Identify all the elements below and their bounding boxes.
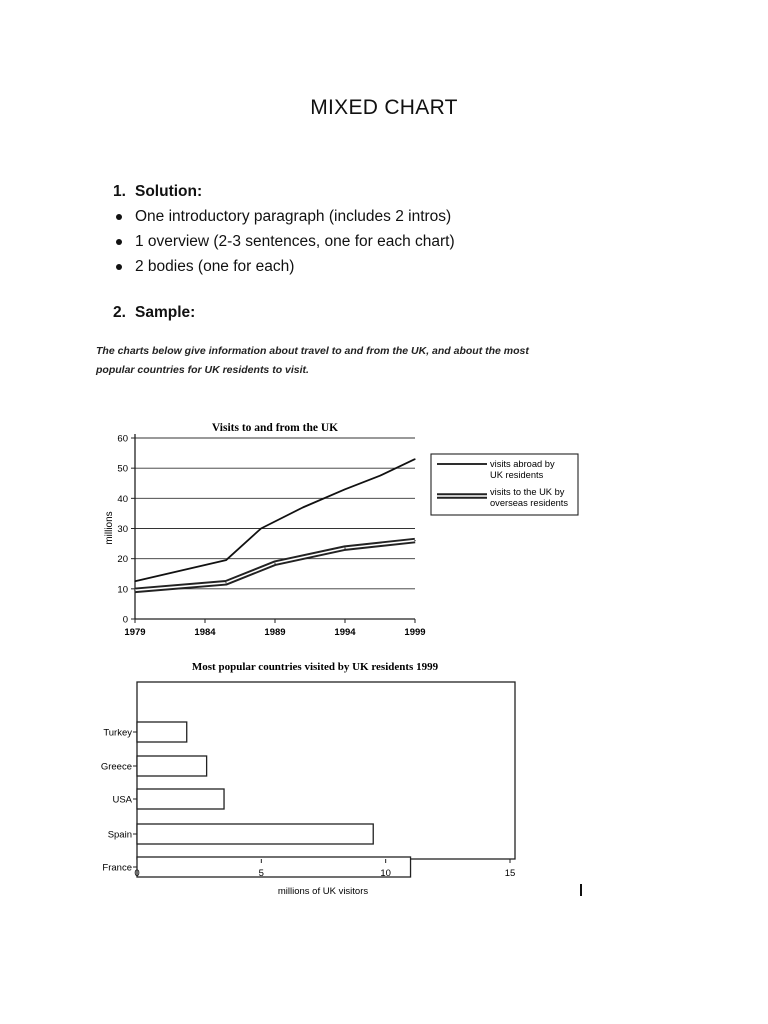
line-chart-data-point: [225, 560, 226, 561]
line-chart-data-point: [414, 540, 415, 541]
text-cursor: [580, 884, 582, 896]
line-chart-y-tick-label: 30: [117, 524, 128, 535]
line-chart-y-tick-label: 20: [117, 554, 128, 566]
bar-chart-category-label: Greece: [100, 761, 132, 773]
task-prompt-line: The charts below give information about travel to and from the UK, and about the most: [96, 345, 529, 357]
bar-chart: [90, 655, 530, 900]
bar-chart-bar: [137, 857, 411, 877]
bar-chart-x-tick-label: 15: [504, 868, 516, 879]
solution-bullet-list: [113, 207, 455, 282]
line-chart-y-tick-label: 40: [117, 493, 128, 505]
page-title: MIXED CHART: [310, 96, 458, 119]
line-chart-data-point: [260, 528, 261, 529]
bar-chart-category-label: France: [102, 862, 132, 874]
line-chart-data-point: [344, 548, 345, 549]
line-chart-data-point: [134, 590, 135, 591]
section-number: 2.: [113, 304, 126, 321]
section-heading-text: Sample:: [135, 304, 196, 321]
bar-chart-bars: [101, 722, 411, 877]
line-chart-y-ticks: [117, 434, 135, 626]
bar-chart-x-axis-label: millions of UK visitors: [277, 886, 369, 897]
line-chart-y-tick-label: 10: [117, 584, 128, 596]
task-prompt-line: popular countries for UK residents to visit.: [96, 364, 309, 376]
line-chart-data-point: [302, 507, 303, 508]
line-chart-legend-label: visits to the UK by: [490, 487, 565, 497]
bullet-item: 1 overview (2-3 sentences, one for each chart): [113, 232, 455, 257]
line-chart-axes: [135, 434, 415, 619]
bar-chart-x-tick-label: 5: [258, 868, 264, 879]
section-heading-solution: [113, 183, 202, 201]
bullet-item: One introductory paragraph (includes 2 intros): [113, 207, 455, 232]
line-chart-y-tick-label: 60: [117, 433, 128, 445]
line-chart: [90, 410, 600, 650]
line-chart-x-tick-label: 1979: [124, 627, 146, 638]
line-chart-data-point: [274, 563, 275, 564]
line-chart-legend-label: visits abroad by: [490, 459, 555, 469]
line-chart-legend-label: overseas residents: [490, 498, 569, 508]
line-chart-title: Visits to and from the UK: [211, 422, 339, 434]
line-chart-x-tick-label: 1984: [194, 627, 216, 638]
line-chart-y-axis-label: millions: [104, 511, 115, 545]
bar-chart-bar: [137, 756, 207, 776]
line-chart-data-point: [225, 582, 226, 583]
line-chart-series-line: [135, 541, 415, 591]
bar-chart-category-label: Spain: [107, 829, 132, 841]
task-prompt: [96, 342, 596, 380]
line-chart-x-tick-label: 1994: [334, 627, 356, 638]
bar-chart-bar: [137, 722, 187, 742]
line-chart-data-point: [414, 459, 415, 460]
bar-chart-category-label: USA: [112, 794, 132, 806]
line-chart-data-point: [344, 489, 345, 490]
bar-chart-category-label: Turkey: [103, 727, 132, 739]
line-chart-x-tick-label: 1989: [264, 627, 286, 638]
line-chart-y-tick-label: 50: [117, 463, 128, 475]
bar-chart-bar: [137, 789, 224, 809]
line-chart-data-point: [379, 475, 380, 476]
section-heading-sample: [113, 304, 195, 322]
bar-chart-title: Most popular countries visited by UK residents 1999: [191, 661, 439, 673]
bar-chart-x-tick-label: 0: [134, 868, 140, 879]
line-chart-data-point: [134, 581, 135, 582]
line-chart-x-ticks: [124, 619, 425, 638]
bar-chart-bar: [137, 824, 373, 844]
line-chart-x-tick-label: 1999: [404, 627, 426, 638]
line-chart-legend-label: UK residents: [490, 470, 544, 480]
line-chart-grid: [135, 438, 415, 589]
line-chart-y-tick-label: 0: [122, 614, 128, 626]
line-chart-series: [134, 459, 415, 591]
section-number: 1.: [113, 183, 126, 200]
section-heading-text: Solution:: [135, 183, 203, 200]
bar-chart-x-tick-label: 10: [380, 868, 391, 879]
line-chart-legend: [431, 454, 578, 515]
bullet-item: 2 bodies (one for each): [113, 257, 455, 282]
